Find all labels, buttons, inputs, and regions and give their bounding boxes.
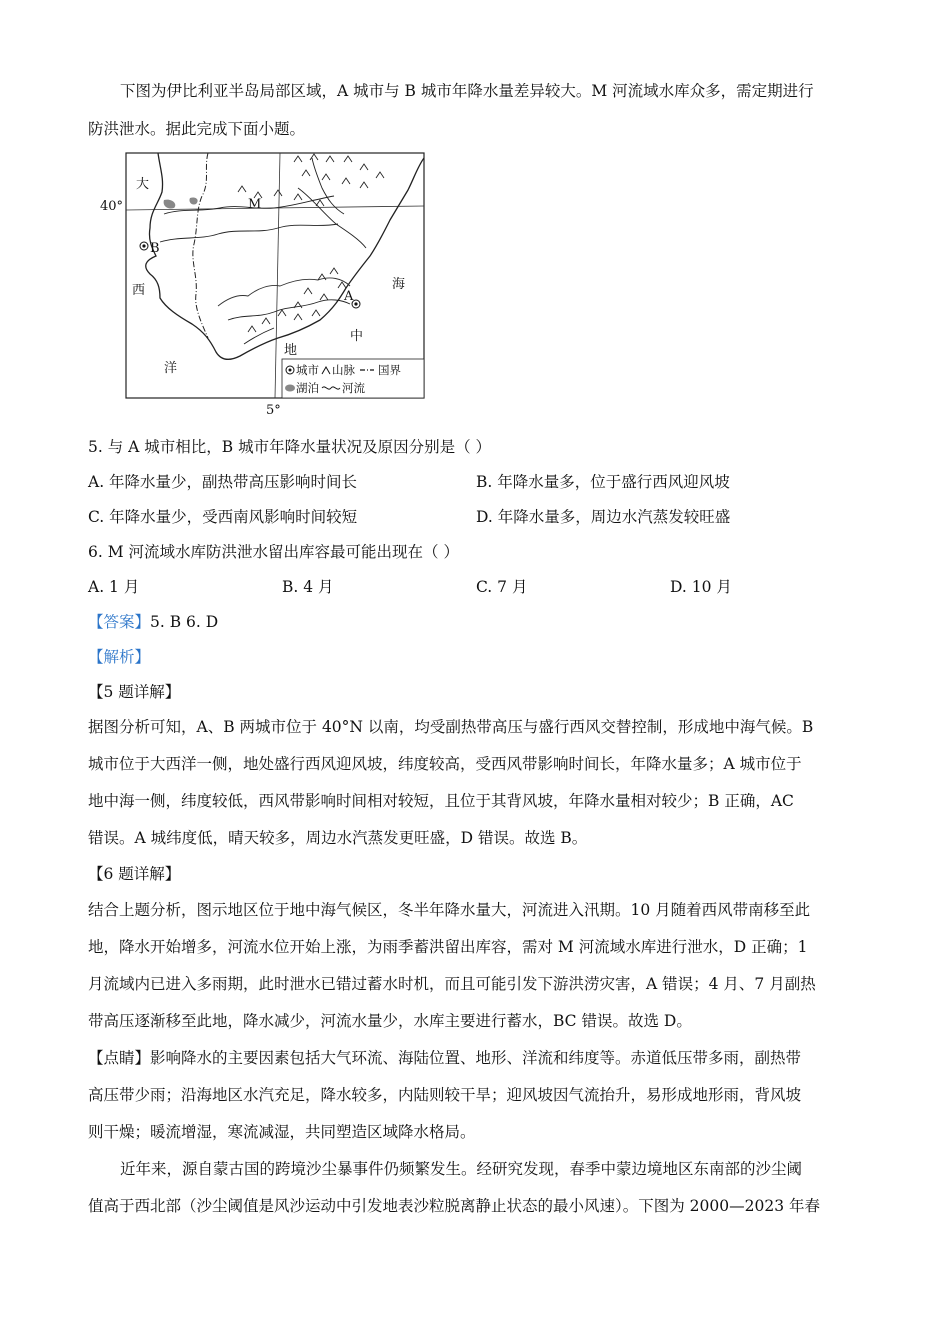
analysis-label: 【解析】	[88, 648, 151, 666]
lake	[164, 200, 176, 209]
legend-border: 国界	[378, 363, 401, 377]
intro-line-2: 防洪泄水。据此完成下面小题。	[88, 120, 306, 138]
longitude-line	[275, 153, 280, 398]
national-border	[193, 153, 208, 338]
q6-option-d: D. 10 月	[670, 578, 732, 596]
intro-line-1: 下图为伊比利亚半岛局部区域，A 城市与 B 城市年降水量差异较大。M 河流域水库众多，需定期进行	[120, 82, 814, 100]
atlantic-char-2: 西	[132, 283, 146, 298]
q5-option-c: C. 年降水量少，受西南风影响时间较短	[88, 508, 358, 526]
lake	[189, 197, 197, 204]
next-intro-line-2: 值高于西北部（沙尘阈值是风沙运动中引发地表沙粒脱离静止状态的最小风速）。下图为 2000—2023 年春	[88, 1197, 820, 1215]
river	[228, 300, 350, 320]
atlantic-char-1: 大	[136, 177, 150, 192]
q5-stem: 5. 与 A 城市相比，B 城市年降水量状况及原因分别是（ ）	[88, 438, 492, 456]
legend-mountain: 山脉	[332, 363, 355, 377]
q5-option-d: D. 年降水量多，周边水汽蒸发较旺盛	[476, 508, 731, 526]
iberia-map-figure	[98, 148, 438, 418]
iberia-map	[98, 148, 438, 418]
q6-option-a: A. 1 月	[88, 578, 140, 596]
detail6-line-2: 地，降水开始增多，河流水位开始上涨，为雨季蓄洪留出库容，需对 M 河流域水库进行泄水，D 正确；1	[88, 938, 808, 956]
city-a-label: A	[344, 289, 354, 304]
detail5-title: 【5 题详解】	[88, 683, 181, 701]
tip-line-3: 则干燥；暖流增湿，寒流减湿，共同塑造区域降水格局。	[88, 1123, 476, 1141]
detail6-line-4: 带高压逐渐移至此地，降水减少，河流水量少，水库主要进行蓄水，BC 错误。故选 D。	[88, 1012, 692, 1030]
answer-line	[88, 611, 863, 633]
med-char-1: 地	[284, 343, 298, 358]
q6-option-c: C. 7 月	[476, 578, 528, 596]
detail5-line-4: 错误。A 城纬度低，晴天较多，周边水汽蒸发更旺盛，D 错误。故选 B。	[88, 829, 588, 847]
latitude-label: 40°	[100, 199, 124, 214]
atlantic-char-3: 洋	[164, 361, 178, 376]
q6-option-b: B. 4 月	[282, 578, 334, 596]
answer-text: 5. B 6. D	[150, 613, 219, 631]
river	[160, 224, 338, 242]
next-intro-line-1: 近年来，源自蒙古国的跨境沙尘暴事件仍频繁发生。经研究发现，春季中蒙边境地区东南部的沙尘阈	[120, 1160, 803, 1178]
river	[298, 188, 366, 248]
map-legend	[282, 359, 424, 398]
legend-lake: 湖泊	[296, 381, 319, 395]
answer-label: 【答案】	[88, 613, 151, 631]
detail6-title: 【6 题详解】	[88, 865, 181, 883]
q5-option-b: B. 年降水量多，位于盛行西风迎风坡	[476, 473, 730, 491]
tip-line-1: 【点睛】影响降水的主要因素包括大气环流、海陆位置、地形、洋流和纬度等。赤道低压带多雨，副热带	[88, 1049, 802, 1067]
city-b-label: B	[150, 241, 160, 256]
med-char-2: 中	[350, 329, 364, 344]
basin-boundary	[218, 278, 350, 306]
detail5-line-3: 地中海一侧，纬度较低，西风带影响时间相对较短，且位于其背风坡，年降水量相对较少；B 正确，AC	[88, 792, 794, 810]
legend-river: 河流	[342, 381, 365, 395]
detail6-line-1: 结合上题分析，图示地区位于地中海气候区，冬半年降水量大，河流进入汛期。10 月随着西风带南移至此	[88, 901, 811, 919]
detail5-line-2: 城市位于大西洋一侧，地处盛行西风迎风坡，纬度较高，受西风带影响时间长，年降水量多；A 城市位于	[88, 755, 802, 773]
coastline	[146, 153, 424, 359]
detail5-line-1: 据图分析可知，A、B 两城市位于 40°N 以南，均受副热带高压与盛行西风交替控制，形成地中海气候。B	[88, 718, 814, 736]
med-char-3: 海	[392, 277, 406, 292]
longitude-label: 5°	[266, 403, 281, 418]
legend-lake-icon	[285, 385, 295, 392]
tip-line-2: 高压带少雨；沿海地区水汽充足，降水较多，内陆则较干旱；迎风坡因气流抬升，易形成地形雨，背风坡	[88, 1086, 802, 1104]
q5-option-a: A. 年降水量少，副热带高压影响时间长	[88, 473, 358, 491]
detail6-line-3: 月流域内已进入多雨期，此时泄水已错过蓄水时机，而且可能引发下游洪涝灾害，A 错误；4 月、7 月副热	[88, 975, 816, 993]
q6-stem: 6. M 河流域水库防洪泄水留出库容最可能出现在（ ）	[88, 543, 459, 561]
river-m-label: M	[248, 197, 262, 212]
mountain-symbols	[238, 154, 384, 332]
legend-city: 城市	[296, 363, 319, 377]
